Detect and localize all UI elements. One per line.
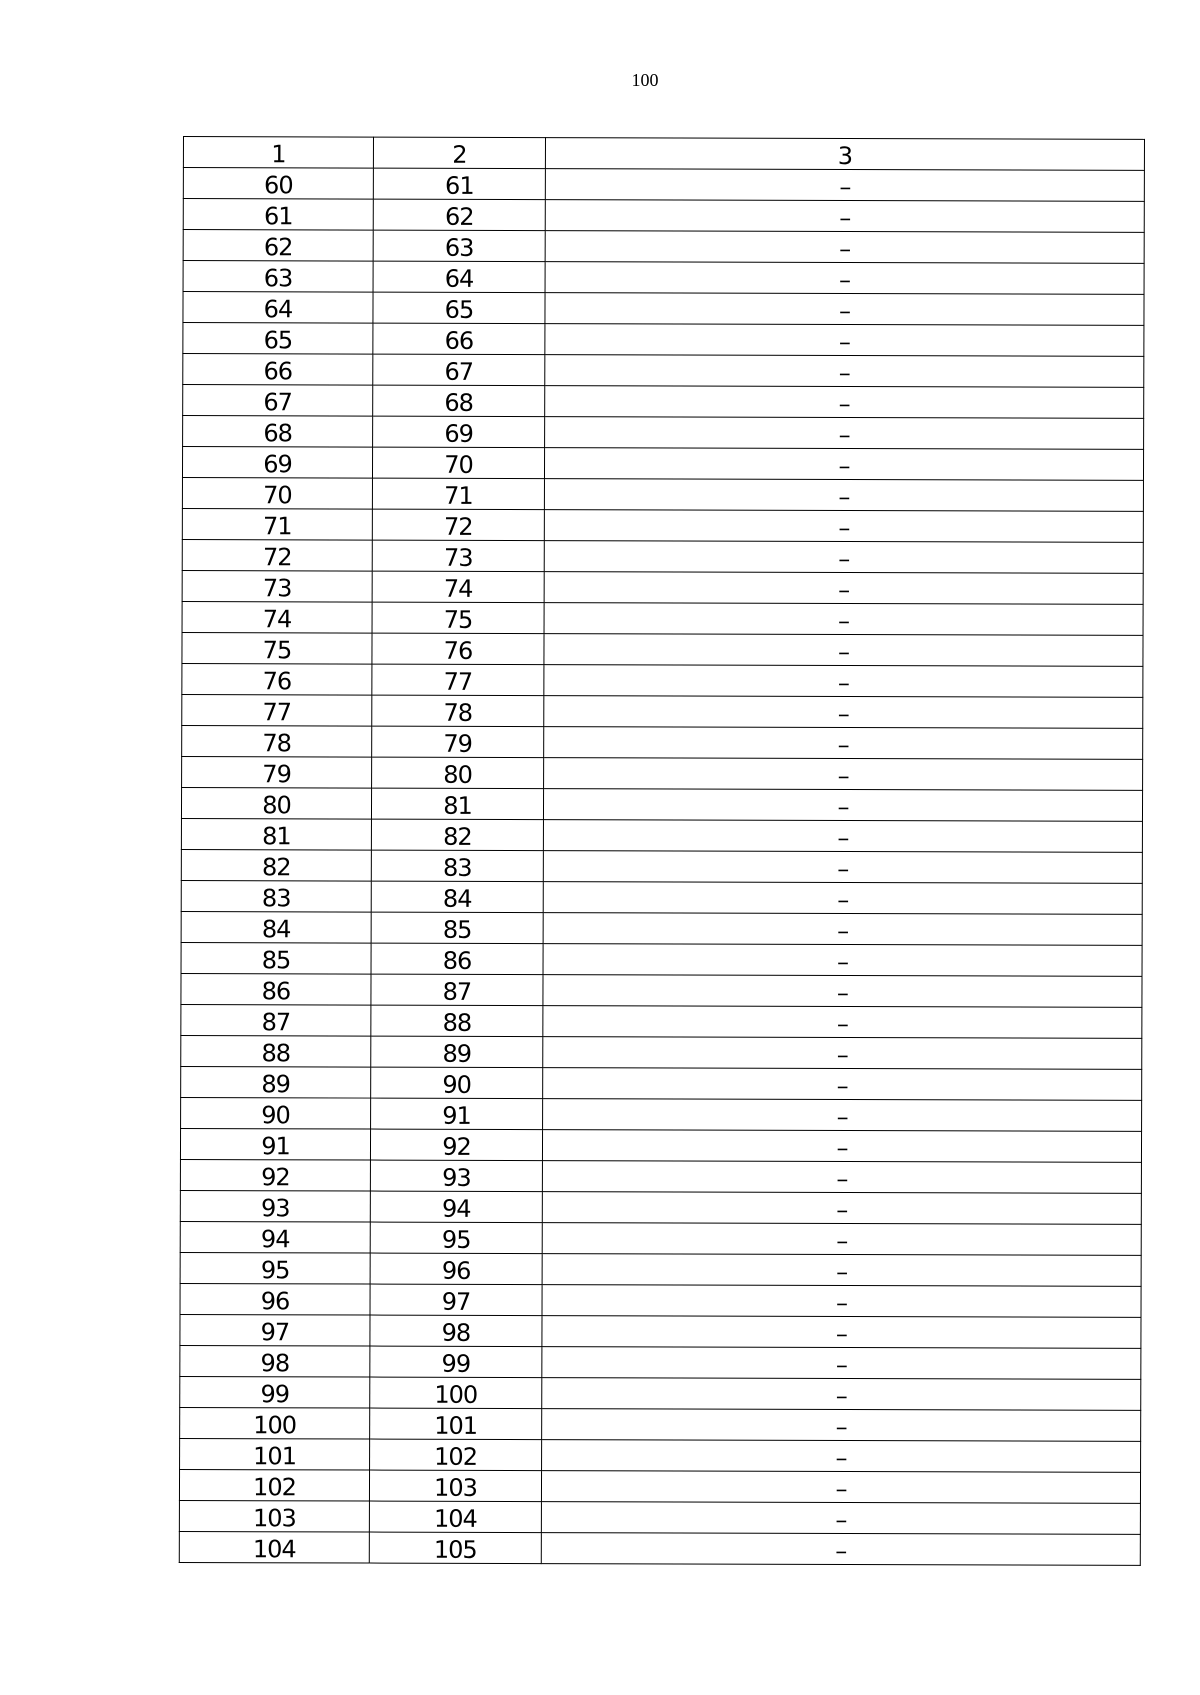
- table-row: [180, 1407, 1141, 1441]
- table-cell-col-1: 71: [182, 508, 372, 540]
- table-row: [183, 323, 1144, 357]
- table-cell-col-3: –: [542, 1347, 1141, 1380]
- table-row: [180, 1345, 1141, 1379]
- table-cell-col-2: 67: [373, 354, 545, 386]
- table-cell-col-3: –: [544, 665, 1143, 698]
- table-cell-col-3: –: [545, 324, 1144, 357]
- table-row: [182, 539, 1143, 573]
- table-cell-col-1: 68: [183, 416, 373, 448]
- table-cell-col-3: –: [545, 293, 1144, 326]
- table-cell-col-3: –: [544, 758, 1143, 791]
- table-cell-col-2: 100: [370, 1377, 542, 1409]
- table-cell-col-3: –: [543, 1068, 1142, 1101]
- table-cell-col-3: –: [544, 727, 1143, 760]
- table-cell-col-2: 95: [370, 1222, 542, 1254]
- table-cell-col-3: –: [542, 1440, 1141, 1473]
- table-cell-col-2: 63: [373, 230, 545, 262]
- table-row: [182, 632, 1143, 666]
- table-cell-col-1: 81: [181, 818, 371, 850]
- table-cell-col-3: –: [543, 851, 1142, 884]
- table-cell-col-3: –: [542, 1223, 1141, 1256]
- table-cell-col-3: –: [545, 262, 1144, 295]
- table-cell-col-1: 75: [182, 632, 372, 664]
- table-cell-col-2: 69: [373, 416, 545, 448]
- table-header-row: [183, 137, 1144, 171]
- table-row: [181, 1004, 1142, 1038]
- table-cell-col-1: 73: [182, 570, 372, 602]
- table-body: [179, 168, 1144, 1566]
- table-cell-col-2: 98: [370, 1315, 542, 1347]
- table-row: [183, 416, 1144, 450]
- table-row: [180, 1128, 1141, 1162]
- table-cell-col-3: –: [543, 1037, 1142, 1070]
- table-cell-col-3: –: [544, 510, 1143, 543]
- table-cell-col-1: 99: [180, 1376, 370, 1408]
- table-cell-col-3: –: [541, 1502, 1140, 1535]
- table-cell-col-2: 90: [371, 1067, 543, 1099]
- table-cell-col-2: 62: [373, 199, 545, 231]
- table-cell-col-1: 90: [181, 1097, 371, 1129]
- table-row: [179, 1469, 1140, 1503]
- table-row: [181, 849, 1142, 883]
- table-cell-col-1: 94: [180, 1221, 370, 1253]
- table-row: [181, 787, 1142, 821]
- table-row: [183, 354, 1144, 388]
- table-cell-col-2: 91: [371, 1098, 543, 1130]
- table-cell-col-2: 78: [372, 695, 544, 727]
- table-row: [179, 1500, 1140, 1534]
- table-cell-col-1: 88: [181, 1035, 371, 1067]
- table-cell-col-3: –: [543, 789, 1142, 822]
- table-cell-col-2: 85: [371, 912, 543, 944]
- table-cell-col-3: –: [542, 1130, 1141, 1163]
- table-cell-col-3: –: [542, 1409, 1141, 1442]
- table-row: [182, 694, 1143, 728]
- table-cell-col-1: 86: [181, 973, 371, 1005]
- table-cell-col-2: 93: [370, 1160, 542, 1192]
- table-cell-col-1: 104: [179, 1531, 369, 1563]
- table-cell-col-1: 84: [181, 911, 371, 943]
- table-cell-col-2: 87: [371, 974, 543, 1006]
- column-header-1: 1: [183, 137, 373, 169]
- table-cell-col-2: 101: [370, 1408, 542, 1440]
- table-row: [181, 1097, 1142, 1131]
- table-row: [181, 880, 1142, 914]
- table-cell-col-1: 85: [181, 942, 371, 974]
- table-cell-col-2: 81: [371, 788, 543, 820]
- table-cell-col-3: –: [543, 944, 1142, 977]
- table-cell-col-3: –: [542, 1378, 1141, 1411]
- table-cell-col-3: –: [543, 820, 1142, 853]
- table-cell-col-1: 67: [183, 385, 373, 417]
- table-cell-col-1: 70: [182, 477, 372, 509]
- table-cell-col-1: 91: [180, 1128, 370, 1160]
- table-cell-col-1: 63: [183, 261, 373, 293]
- table-cell-col-1: 62: [183, 230, 373, 262]
- table-cell-col-2: 105: [369, 1532, 541, 1564]
- table-cell-col-3: –: [544, 696, 1143, 729]
- table-cell-col-1: 72: [182, 539, 372, 571]
- table-cell-col-2: 61: [373, 168, 545, 200]
- table-cell-col-1: 97: [180, 1314, 370, 1346]
- table-cell-col-1: 61: [183, 199, 373, 231]
- table-cell-col-3: –: [543, 913, 1142, 946]
- table-cell-col-3: –: [544, 448, 1143, 481]
- table-row: [183, 199, 1144, 233]
- table-cell-col-3: –: [542, 1285, 1141, 1318]
- table-cell-col-2: 72: [372, 509, 544, 541]
- table-cell-col-3: –: [543, 1006, 1142, 1039]
- table-cell-col-1: 101: [180, 1438, 370, 1470]
- table-row: [182, 447, 1143, 481]
- table-cell-col-2: 89: [371, 1036, 543, 1068]
- table-cell-col-2: 80: [372, 757, 544, 789]
- table-row: [180, 1221, 1141, 1255]
- table-cell-col-1: 79: [182, 756, 372, 788]
- table-cell-col-1: 95: [180, 1252, 370, 1284]
- data-table: [179, 136, 1145, 1566]
- table-cell-col-2: 65: [373, 292, 545, 324]
- table-cell-col-3: –: [543, 882, 1142, 915]
- table-cell-col-2: 73: [372, 540, 544, 572]
- table-cell-col-3: –: [545, 231, 1144, 264]
- table-cell-col-1: 77: [182, 694, 372, 726]
- table-cell-col-1: 89: [181, 1066, 371, 1098]
- table-cell-col-1: 74: [182, 601, 372, 633]
- table-cell-col-3: –: [545, 169, 1144, 202]
- table-cell-col-2: 75: [372, 602, 544, 634]
- table-cell-col-2: 70: [372, 447, 544, 479]
- table-cell-col-3: –: [545, 355, 1144, 388]
- table-cell-col-1: 103: [179, 1500, 369, 1532]
- table-cell-col-3: –: [544, 634, 1143, 667]
- table-row: [179, 1531, 1140, 1565]
- table-row: [183, 230, 1144, 264]
- table-cell-col-2: 103: [369, 1470, 541, 1502]
- table-row: [182, 725, 1143, 759]
- table-row: [181, 818, 1142, 852]
- table-row: [182, 508, 1143, 542]
- table-cell-col-3: –: [544, 541, 1143, 574]
- table-row: [180, 1283, 1141, 1317]
- table-cell-col-3: –: [544, 479, 1143, 512]
- table-cell-col-2: 88: [371, 1005, 543, 1037]
- table-cell-col-3: –: [542, 1192, 1141, 1225]
- table-row: [181, 942, 1142, 976]
- page-number: 100: [631, 70, 659, 90]
- table-cell-col-1: 64: [183, 292, 373, 324]
- table-cell-col-1: 78: [182, 725, 372, 757]
- table-cell-col-1: 98: [180, 1345, 370, 1377]
- table-row: [181, 973, 1142, 1007]
- table-cell-col-3: –: [545, 417, 1144, 450]
- table-row: [182, 663, 1143, 697]
- table-cell-col-2: 74: [372, 571, 544, 603]
- table-cell-col-1: 66: [183, 354, 373, 386]
- table-cell-col-2: 102: [370, 1439, 542, 1471]
- table-row: [181, 911, 1142, 945]
- table-cell-col-1: 100: [180, 1407, 370, 1439]
- table-cell-col-1: 82: [181, 849, 371, 881]
- table-row: [181, 1035, 1142, 1069]
- table-cell-col-1: 92: [180, 1159, 370, 1191]
- table-cell-col-2: 97: [370, 1284, 542, 1316]
- table-cell-col-2: 68: [373, 385, 545, 417]
- table-cell-col-3: –: [543, 1099, 1142, 1132]
- table-cell-col-3: –: [541, 1471, 1140, 1504]
- table-cell-col-2: 86: [371, 943, 543, 975]
- table-cell-col-1: 102: [179, 1469, 369, 1501]
- table-cell-col-3: –: [542, 1316, 1141, 1349]
- table-cell-col-3: –: [544, 603, 1143, 636]
- column-header-2: 2: [373, 137, 545, 169]
- table-row: [180, 1438, 1141, 1472]
- table-cell-col-1: 80: [181, 787, 371, 819]
- table-row: [182, 477, 1143, 511]
- table-cell-col-2: 83: [371, 850, 543, 882]
- table-cell-col-1: 69: [182, 447, 372, 479]
- table-row: [180, 1190, 1141, 1224]
- table-row: [180, 1252, 1141, 1286]
- table-row: [182, 570, 1143, 604]
- table-row: [182, 601, 1143, 635]
- table-row: [181, 1066, 1142, 1100]
- table-row: [180, 1314, 1141, 1348]
- table-cell-col-1: 93: [180, 1190, 370, 1222]
- table-cell-col-3: –: [545, 200, 1144, 233]
- table-row: [180, 1159, 1141, 1193]
- table-cell-col-2: 66: [373, 323, 545, 355]
- table-cell-col-3: –: [543, 975, 1142, 1008]
- table-cell-col-2: 99: [370, 1346, 542, 1378]
- table-cell-col-2: 94: [370, 1191, 542, 1223]
- table-row: [180, 1376, 1141, 1410]
- table-cell-col-1: 60: [183, 168, 373, 200]
- table-cell-col-1: 76: [182, 663, 372, 695]
- table-cell-col-2: 79: [372, 726, 544, 758]
- column-header-3: 3: [545, 138, 1144, 171]
- table-cell-col-2: 71: [372, 478, 544, 510]
- table-cell-col-2: 64: [373, 261, 545, 293]
- table-cell-col-2: 96: [370, 1253, 542, 1285]
- table-cell-col-3: –: [544, 572, 1143, 605]
- table-cell-col-3: –: [542, 1161, 1141, 1194]
- table-cell-col-2: 76: [372, 633, 544, 665]
- table-cell-col-3: –: [541, 1533, 1140, 1566]
- table-row: [183, 292, 1144, 326]
- table-cell-col-3: –: [542, 1254, 1141, 1287]
- table-row: [182, 756, 1143, 790]
- table-cell-col-2: 104: [369, 1501, 541, 1533]
- table-row: [183, 261, 1144, 295]
- table-cell-col-1: 65: [183, 323, 373, 355]
- table-cell-col-3: –: [545, 386, 1144, 419]
- table-cell-col-1: 83: [181, 880, 371, 912]
- table-row: [183, 168, 1144, 202]
- table-row: [183, 385, 1144, 419]
- table-cell-col-1: 87: [181, 1004, 371, 1036]
- table-cell-col-2: 84: [371, 881, 543, 913]
- table-cell-col-2: 77: [372, 664, 544, 696]
- table-cell-col-2: 82: [371, 819, 543, 851]
- table-cell-col-2: 92: [370, 1129, 542, 1161]
- table-cell-col-1: 96: [180, 1283, 370, 1315]
